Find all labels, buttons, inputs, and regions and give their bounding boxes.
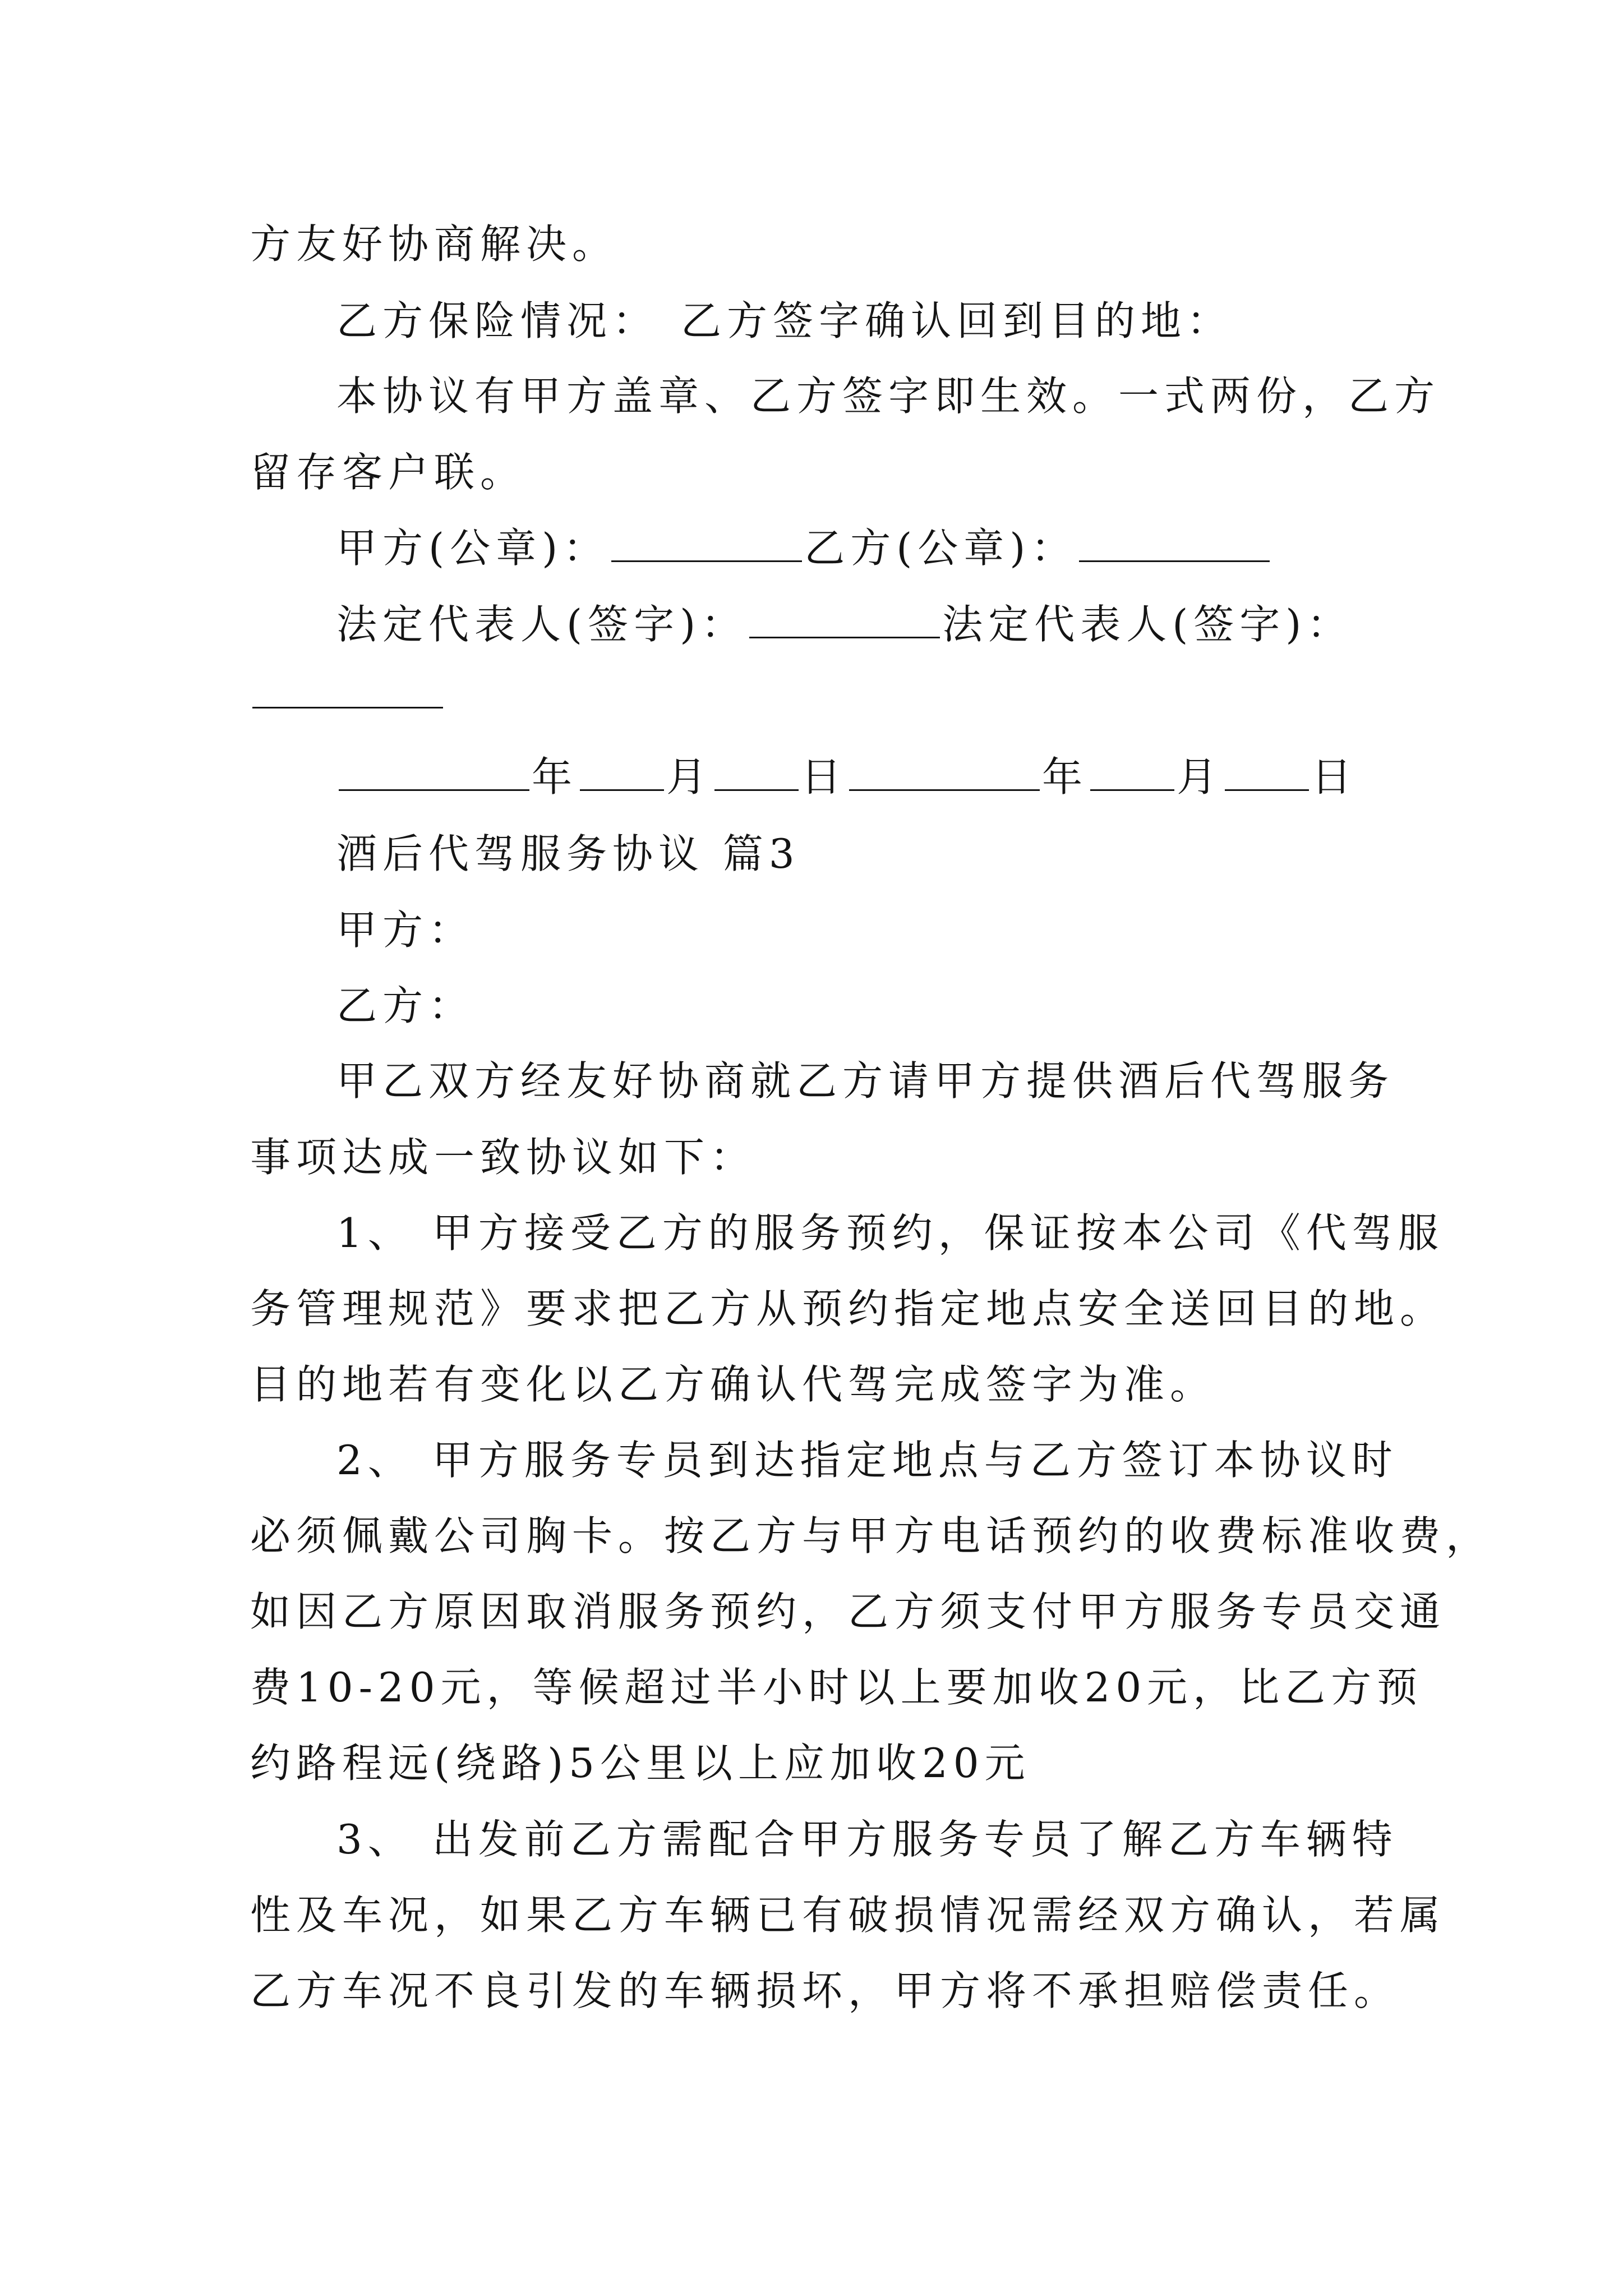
legal-rep-a-blank bbox=[749, 603, 940, 638]
legal-rep-a-label: 法定代表人(签字)： bbox=[336, 601, 748, 648]
clause-1-line-1: 1、 甲方接受乙方的服务预约，保证按本公司《代驾服 bbox=[336, 1209, 1444, 1257]
insurance-line bbox=[336, 293, 1233, 349]
party-b-seal-blank bbox=[1079, 527, 1270, 562]
date-b-month-blank bbox=[1090, 756, 1174, 791]
legal-rep-line bbox=[336, 596, 1353, 652]
party-b-label: 乙方： bbox=[336, 982, 475, 1029]
legal-rep-b-blank-line bbox=[250, 666, 445, 723]
intro-line-1: 甲乙双方经友好协商就乙方请甲方提供酒后代驾服务 bbox=[336, 1057, 1395, 1105]
section-title: 酒后代驾服务协议 篇3 bbox=[336, 830, 800, 877]
clause-3-line-2: 性及车况，如果乙方车辆已有破损情况需经双方确认，若属 bbox=[250, 1892, 1446, 1939]
effect-line-2: 留存客户联。 bbox=[250, 449, 527, 496]
date-b-month: 月 bbox=[1177, 753, 1223, 800]
clause-1-line-2: 务管理规范》要求把乙方从预约指定地点安全送回目的地。 bbox=[250, 1285, 1446, 1332]
date-a-year-blank bbox=[339, 756, 529, 791]
date-b-day-blank bbox=[1225, 756, 1309, 791]
date-line bbox=[336, 749, 1357, 805]
confirm-label: 乙方签字确认回到目的地： bbox=[681, 297, 1233, 344]
date-b-day: 日 bbox=[1311, 753, 1358, 800]
date-b-year-blank bbox=[849, 756, 1040, 791]
paragraph-tail: 方友好协商解决。 bbox=[250, 220, 619, 268]
insurance-label: 乙方保险情况： bbox=[336, 297, 659, 344]
clause-2-line-1: 2、 甲方服务专员到达指定地点与乙方签订本协议时 bbox=[336, 1437, 1398, 1484]
party-a-seal-label: 甲方(公章)： bbox=[336, 524, 610, 572]
intro-line-2: 事项达成一致协议如下： bbox=[250, 1134, 757, 1181]
clause-1-line-3: 目的地若有变化以乙方确认代驾完成签字为准。 bbox=[250, 1361, 1216, 1408]
date-a-day-blank bbox=[714, 756, 799, 791]
clause-2-line-5: 约路程远(绕路)5公里以上应加收20元 bbox=[250, 1740, 1031, 1787]
effect-line-1: 本协议有甲方盖章、乙方签字即生效。一式两份，乙方 bbox=[336, 372, 1441, 420]
clause-3-line-3: 乙方车况不良引发的车辆损坏，甲方将不承担赔偿责任。 bbox=[250, 1967, 1400, 2014]
legal-rep-b-blank bbox=[252, 673, 443, 708]
seal-line bbox=[336, 520, 1272, 576]
date-a-year: 年 bbox=[532, 753, 578, 800]
clause-3-line-1: 3、 出发前乙方需配合甲方服务专员了解乙方车辆特 bbox=[336, 1816, 1398, 1863]
clause-2-line-4: 费10-20元，等候超过半小时以上要加收20元，比乙方预 bbox=[250, 1664, 1423, 1711]
party-b-seal-label: 乙方(公章)： bbox=[804, 524, 1077, 572]
date-a-month: 月 bbox=[666, 753, 713, 800]
legal-rep-b-label: 法定代表人(签字)： bbox=[942, 601, 1353, 648]
party-a-seal-blank bbox=[611, 527, 802, 562]
date-a-month-blank bbox=[580, 756, 664, 791]
date-b-year: 年 bbox=[1042, 753, 1089, 800]
party-a-label: 甲方： bbox=[336, 907, 475, 954]
date-a-day: 日 bbox=[801, 753, 847, 800]
clause-2-line-3: 如因乙方原因取消服务预约，乙方须支付甲方服务专员交通 bbox=[250, 1588, 1446, 1635]
clause-2-line-2: 必须佩戴公司胸卡。按乙方与甲方电话预约的收费标准收费， bbox=[250, 1512, 1492, 1559]
